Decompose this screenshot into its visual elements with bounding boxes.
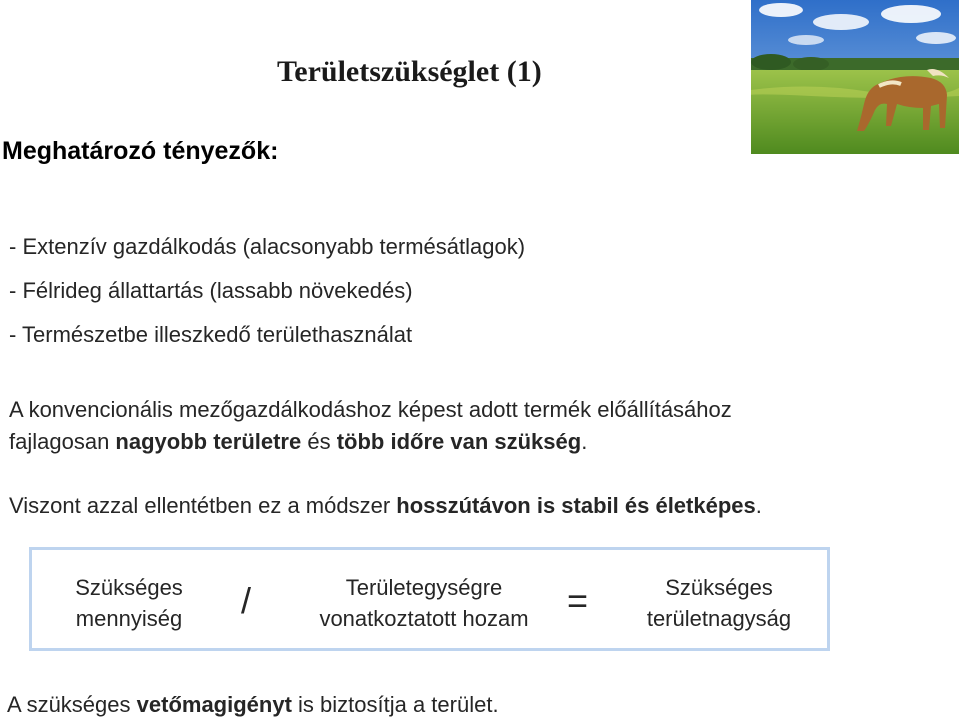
- slide-title: Területszükséglet (1): [277, 55, 542, 88]
- factors-list: [9, 225, 525, 357]
- paragraph-line: A konvencionális mezőgazdálkodáshoz képest adott termék előállításához: [9, 397, 732, 422]
- formula-text: Szükséges: [75, 575, 183, 600]
- seed-requirement-note: [7, 692, 499, 718]
- equals-operator: =: [567, 580, 589, 621]
- text-span: is biztosítja a terület.: [291, 692, 499, 717]
- bold-more-area: nagyobb területre: [115, 429, 302, 454]
- formula-text: Területegységre: [345, 575, 503, 600]
- list-item: - Természetbe illeszkedő területhasználat: [9, 322, 413, 347]
- list-item: - Extenzív gazdálkodás (alacsonyabb termésátlagok): [9, 234, 526, 259]
- text-span: Viszont azzal ellentétben ez a módszer: [9, 493, 397, 518]
- formula-text: területnagyság: [646, 606, 792, 631]
- comparison-paragraph: [9, 394, 732, 458]
- factors-heading: Meghatározó tényezők:: [2, 137, 279, 165]
- text-span: .: [581, 429, 588, 454]
- formula-yield-per-area: [294, 572, 554, 634]
- bold-more-time: több időre van szükség: [336, 429, 582, 454]
- text-span: és: [301, 429, 337, 454]
- bold-stable: hosszútávon is stabil és életképes: [396, 493, 756, 518]
- formula-required-quantity: [54, 572, 204, 634]
- paragraph-line: [9, 426, 732, 458]
- text-span: A szükséges: [7, 692, 137, 717]
- text-span: fajlagosan: [9, 429, 116, 454]
- divide-operator: /: [241, 580, 252, 621]
- stability-paragraph: [9, 490, 762, 522]
- formula-text: mennyiség: [75, 606, 183, 631]
- formula-text: vonatkoztatott hozam: [319, 606, 529, 631]
- bold-seed-requirement: vetőmagigényt: [136, 692, 292, 717]
- formula-text: Szükséges: [665, 575, 773, 600]
- formula-required-area: [624, 572, 814, 634]
- horse-photo: [751, 0, 959, 154]
- list-item: - Félrideg állattartás (lassabb növekedés): [9, 278, 413, 303]
- text-span: .: [755, 493, 762, 518]
- area-formula-box: [29, 547, 830, 651]
